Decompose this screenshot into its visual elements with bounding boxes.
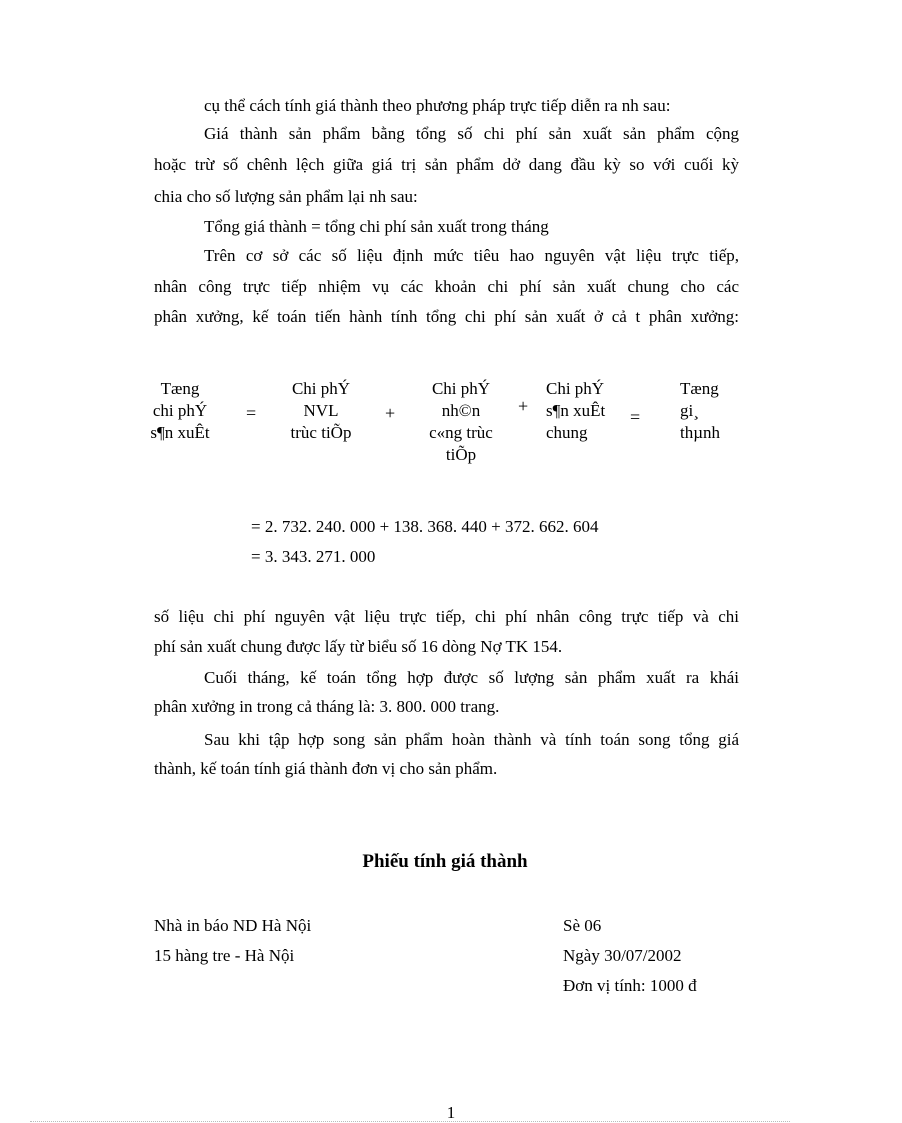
company-name: Nhà in báo ND Hà Nội bbox=[154, 916, 312, 935]
document-date: Ngày 30/07/2002 bbox=[563, 946, 682, 965]
paragraph-line: Sau khi tập hợp song sản phẩm hoàn thành và tính toán song tổng giá bbox=[204, 730, 739, 749]
paragraph-line: Trên cơ sở các số liệu định mức tiêu hao nguyên vật liệu trực tiếp, bbox=[204, 246, 739, 265]
plus-sign: + bbox=[518, 396, 529, 416]
formula-term-material-cost bbox=[276, 378, 366, 444]
formula-term-total-cost bbox=[144, 378, 216, 444]
formula-text: nh©n bbox=[441, 401, 481, 420]
formula-term-total-price bbox=[680, 378, 740, 444]
equals-sign: = bbox=[630, 407, 641, 427]
document-title: Phiếu tính giá thành bbox=[362, 851, 528, 872]
paragraph-line: hoặc trừ số chênh lệch giữa giá trị sản phẩm dở dang đầu kỳ so với cuối kỳ bbox=[154, 154, 739, 174]
formula-text: Chi phÝ bbox=[291, 379, 351, 398]
paragraph-line: chia cho số lượng sản phẩm lại nh sau: bbox=[154, 187, 418, 206]
paragraph-output bbox=[154, 663, 739, 694]
paragraph-line: thành, kế toán tính giá thành đơn vị cho sản phẩm. bbox=[154, 759, 498, 778]
paragraph-line: phí sản xuất chung được lấy từ biểu số 16 dòng Nợ TK 154. bbox=[154, 637, 563, 656]
formula-text: s¶n xuÊt bbox=[546, 401, 606, 420]
formula-text: thµnh bbox=[680, 423, 721, 442]
calculation-result: = 3. 343. 271. 000 bbox=[251, 547, 376, 566]
paragraph-line: phân xưởng in trong cả tháng là: 3. 800. 000 trang. bbox=[154, 697, 500, 716]
equals-sign: = bbox=[246, 403, 257, 423]
formula-text: tiÕp bbox=[445, 445, 477, 464]
paragraph-unit-price bbox=[154, 725, 739, 756]
formula-term-overhead-cost bbox=[546, 378, 626, 444]
paragraph-price-definition bbox=[154, 119, 739, 180]
formula-text: gi¸ bbox=[680, 401, 699, 420]
formula-text: chi phÝ bbox=[152, 401, 208, 420]
formula-text: chung bbox=[546, 423, 588, 442]
formula-text: NVL bbox=[303, 401, 339, 420]
formula-term-labor-cost bbox=[418, 378, 504, 464]
paragraph-line: Cuối tháng, kế toán tổng hợp được số lượng sản phẩm xuất ra khái bbox=[204, 668, 739, 687]
page-number: 1 bbox=[446, 1103, 456, 1122]
formula-text: Tæng bbox=[680, 379, 719, 398]
calculation-line: = 2. 732. 240. 000 + 138. 368. 440 + 372. 662. 604 bbox=[251, 517, 599, 536]
plus-sign: + bbox=[385, 403, 396, 423]
paragraph-line: số liệu chi phí nguyên vật liệu trực tiếp, chi phí nhân công trực tiếp và chi bbox=[154, 607, 739, 626]
formula-text: Chi phÝ bbox=[546, 379, 605, 398]
formula-text: trùc tiÕp bbox=[290, 423, 352, 442]
company-address: 15 hàng tre - Hà Nội bbox=[154, 946, 295, 965]
formula-text: c«ng trùc bbox=[429, 423, 493, 442]
formula-text: Chi phÝ bbox=[431, 379, 491, 398]
document-number: Sè 06 bbox=[563, 916, 602, 935]
paragraph-line: Giá thành sản phẩm bằng tổng số chi phí sản xuất sản phẩm cộng bbox=[204, 124, 739, 143]
paragraph-line: phân xưởng, kế toán tiến hành tính tổng chi phí sản xuất ở cả t phân xưởng: bbox=[154, 307, 739, 326]
paragraph-basis bbox=[154, 241, 739, 333]
formula-text-line: Tổng giá thành = tổng chi phí sản xuất trong tháng bbox=[204, 217, 549, 236]
formula-text: Tæng bbox=[160, 379, 200, 398]
formula-text: s¶n xuÊt bbox=[150, 423, 210, 442]
paragraph-line: cụ thể cách tính giá thành theo phương pháp trực tiếp diễn ra nh sau: bbox=[204, 96, 671, 115]
unit-of-measure: Đơn vị tính: 1000 đ bbox=[563, 976, 697, 995]
paragraph-data-source bbox=[154, 602, 739, 633]
paragraph-line: nhân công trực tiếp nhiệm vụ các khoản chi phí sản xuất chung cho các bbox=[154, 276, 739, 296]
footer-divider bbox=[30, 1121, 790, 1122]
